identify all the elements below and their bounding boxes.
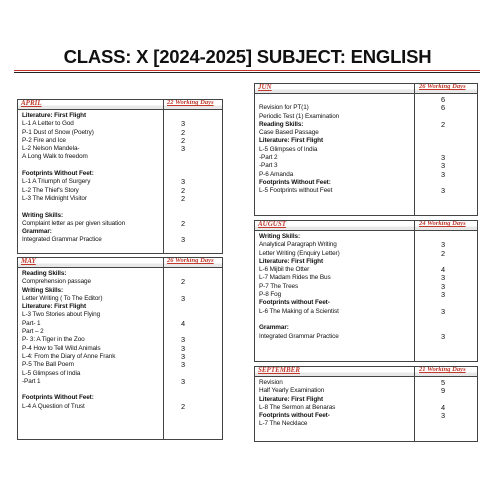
- section-august: [254, 220, 478, 362]
- row-value: 2: [180, 277, 186, 287]
- table-row: [18, 320, 222, 328]
- row-label: L-7 The Necklace: [259, 420, 308, 428]
- table-row: [18, 212, 222, 220]
- working-days-label: 22 Working Days: [167, 99, 214, 106]
- row-value: 2: [180, 127, 186, 137]
- table-row: [18, 203, 222, 211]
- section-jun: [254, 83, 478, 216]
- table-row: [255, 187, 477, 195]
- row-label: L-7 Madam Rides the Bus: [259, 274, 331, 282]
- row-label: P-2 Fire and Ice: [22, 136, 66, 144]
- row-heading: Reading Skills:: [22, 270, 67, 277]
- table-row: [255, 308, 477, 316]
- row-value: 3: [440, 306, 446, 316]
- section-rows: [18, 112, 222, 245]
- section-header: [255, 367, 477, 377]
- row-label: Complaint letter as per given situation: [22, 219, 126, 227]
- row-label: L-4 A Question of Trust: [22, 402, 85, 410]
- table-row: [18, 137, 222, 145]
- table-row: [18, 336, 222, 344]
- row-value: 4: [440, 265, 446, 275]
- row-label: L-2 Nelson Mandela-: [22, 145, 80, 153]
- row-value: 3: [440, 186, 446, 196]
- row-label: L-3 The Midnight Visitor: [22, 194, 87, 202]
- row-value: 3: [440, 169, 446, 179]
- working-days-label: 26 Working Days: [167, 257, 214, 264]
- row-value: 3: [180, 293, 186, 303]
- row-value: 3: [180, 335, 186, 345]
- row-value: 4: [180, 318, 186, 328]
- row-heading: Grammar:: [259, 324, 289, 332]
- table-row: [18, 378, 222, 386]
- page-title: CLASS: X [2024-2025] SUBJECT: ENGLISH: [63, 46, 432, 67]
- table-row: [255, 412, 477, 420]
- table-row: [18, 370, 222, 378]
- row-value: 3: [180, 351, 186, 361]
- table-row: [255, 121, 477, 129]
- row-label: L-5 Glimpses of India: [259, 145, 318, 153]
- row-value: 6: [440, 95, 446, 104]
- row-value: 2: [180, 135, 186, 145]
- row-value: 2: [180, 218, 186, 228]
- row-label: Revision for PT(1): [259, 104, 309, 112]
- table-row: [18, 270, 222, 278]
- row-heading: Writing Skills:: [22, 211, 63, 219]
- row-label: L-5 Footprints without Feet: [259, 187, 333, 195]
- table-row: [18, 361, 222, 369]
- row-value: 3: [180, 144, 186, 154]
- row-heading: Literature: First Flight: [22, 303, 86, 311]
- table-row: [18, 112, 222, 120]
- row-heading: Grammar:: [22, 228, 52, 236]
- row-label: Letter Writing (Enquiry Letter): [259, 249, 340, 257]
- row-value: 3: [440, 290, 446, 300]
- table-row: [18, 162, 222, 170]
- row-label: -Part 2: [259, 154, 278, 162]
- row-heading: Writing Skills:: [22, 286, 63, 294]
- table-row: [18, 220, 222, 228]
- row-label: Half Yearly Examination: [259, 387, 325, 395]
- row-label: Part – 2: [22, 328, 44, 336]
- table-row: [18, 145, 222, 153]
- row-label: L-6 The Making of a Scientist: [259, 307, 339, 315]
- row-value: 2: [180, 193, 186, 203]
- row-heading: Writing Skills:: [259, 233, 300, 240]
- working-days-label: 24 Working Days: [419, 220, 466, 227]
- row-value: 3: [440, 161, 446, 171]
- row-label: P-6 Amanda: [259, 170, 294, 178]
- row-label: Periodic Test (1) Examination: [259, 112, 340, 120]
- section-april: [17, 99, 223, 254]
- row-label: P-7 The Trees: [259, 282, 299, 290]
- row-value: 4: [440, 402, 446, 412]
- table-row: [18, 311, 222, 319]
- row-label: Part- 1: [22, 319, 41, 327]
- table-row: [255, 316, 477, 324]
- row-label: L-3 Two Stories about Flying: [22, 311, 101, 319]
- row-value: 3: [440, 153, 446, 163]
- row-label: Analytical Paragraph Writing: [259, 241, 337, 249]
- section-rows: [18, 270, 222, 411]
- row-value: 3: [440, 331, 446, 341]
- row-label: P-4 How to Tell Wild Animals: [22, 344, 101, 352]
- month-label: SEPTEMBER: [258, 366, 301, 374]
- table-row: [255, 129, 477, 137]
- title-rule-red: [14, 70, 480, 71]
- row-value: 3: [440, 273, 446, 283]
- table-row: [18, 303, 222, 311]
- table-row: [18, 120, 222, 128]
- table-row: [255, 291, 477, 299]
- row-label: Comprehension passage: [22, 278, 91, 286]
- section-rows: [255, 96, 477, 196]
- table-row: [255, 250, 477, 258]
- row-heading: Literature: First Flight: [259, 257, 323, 265]
- table-row: [18, 353, 222, 361]
- table-row: [18, 295, 222, 303]
- row-label: L-5 Glimpses of India: [22, 369, 81, 377]
- row-value: 3: [180, 177, 186, 187]
- row-value: 3: [440, 281, 446, 291]
- month-label: JUN: [258, 83, 272, 91]
- working-days-label: 26 Working Days: [419, 83, 466, 90]
- row-heading: Footprints Without Feet:: [259, 178, 331, 186]
- table-row: [18, 236, 222, 244]
- table-row: [18, 394, 222, 402]
- table-row: [18, 345, 222, 353]
- table-row: [18, 129, 222, 137]
- row-label: -Part 3: [259, 162, 278, 170]
- row-label: L-4: From the Diary of Anne Frank: [22, 352, 116, 360]
- title-rule-black: [14, 72, 480, 73]
- table-row: [18, 328, 222, 336]
- row-label: L-8 The Sermon at Benaras: [259, 403, 336, 411]
- row-label: P- 3: A Tiger in the Zoo: [22, 336, 85, 344]
- row-value: 2: [180, 185, 186, 195]
- row-value: 2: [440, 248, 446, 258]
- section-rows: [255, 233, 477, 341]
- table-row: [255, 137, 477, 145]
- row-value: 5: [440, 378, 446, 387]
- row-label: -Part 1: [22, 377, 41, 385]
- table-row: [18, 195, 222, 203]
- row-heading: Literature: First Flight: [259, 137, 323, 145]
- row-label: L-1 A Triumph of Surgery: [22, 178, 91, 186]
- row-value: 9: [440, 386, 446, 396]
- row-value: 3: [440, 411, 446, 421]
- section-header: [255, 221, 477, 231]
- table-row: [18, 403, 222, 411]
- row-heading: Literature: First Flight: [259, 395, 323, 403]
- row-heading: Footprints Without Feet:: [22, 170, 94, 178]
- section-header: [18, 258, 222, 268]
- table-row: [18, 228, 222, 236]
- row-label: L-1 A Letter to God: [22, 120, 74, 128]
- row-value: 3: [440, 240, 446, 250]
- row-label: Integrated Grammar Practice: [22, 236, 102, 244]
- row-label: Integrated Grammar Practice: [259, 332, 339, 340]
- row-value: 3: [180, 235, 186, 245]
- row-label: P-8 Fog: [259, 291, 282, 299]
- row-value: 2: [440, 119, 446, 129]
- row-value: 2: [180, 401, 186, 411]
- table-row: [255, 104, 477, 112]
- row-heading: Footprints Without Feet:: [22, 394, 94, 402]
- row-label: P-1 Dust of Snow (Poetry): [22, 128, 94, 136]
- table-row: [18, 278, 222, 286]
- row-heading: Footprints without Feet-: [259, 412, 330, 420]
- month-label: APRIL: [21, 99, 42, 107]
- row-label: Revision: [259, 379, 283, 386]
- table-row: [255, 333, 477, 341]
- row-value: 3: [180, 119, 186, 129]
- section-may: [17, 257, 223, 440]
- month-label: AUGUST: [258, 220, 287, 228]
- section-rows: [255, 379, 477, 429]
- table-row: [255, 171, 477, 179]
- section-header: [255, 84, 477, 94]
- row-value: 3: [180, 376, 186, 386]
- month-label: MAY: [21, 257, 36, 265]
- row-label: P-5 The Ball Poem: [22, 361, 74, 369]
- row-heading: Footprints without Feet-: [259, 299, 330, 307]
- table-row: [255, 420, 477, 428]
- table-row: [18, 187, 222, 195]
- row-value: 3: [180, 360, 186, 370]
- table-row: [255, 387, 477, 395]
- table-row: [18, 386, 222, 394]
- row-label: L-2 The Thief's Story: [22, 186, 79, 194]
- section-september: [254, 366, 478, 442]
- row-heading: Reading Skills:: [259, 120, 304, 128]
- row-label: L-6 Mijbil the Otter: [259, 266, 310, 274]
- table-row: [18, 170, 222, 178]
- table-row: [18, 287, 222, 295]
- row-heading: Literature: First Flight: [22, 112, 86, 119]
- table-row: [18, 178, 222, 186]
- section-header: [18, 100, 222, 110]
- row-label: A Long Walk to freedom: [22, 153, 88, 161]
- table-row: [18, 153, 222, 161]
- row-label: Case Based Passage: [259, 129, 319, 137]
- row-value: 6: [440, 103, 446, 113]
- row-value: 3: [180, 343, 186, 353]
- working-days-label: 21 Working Days: [419, 366, 466, 373]
- row-label: Letter Writing ( To The Editor): [22, 294, 103, 302]
